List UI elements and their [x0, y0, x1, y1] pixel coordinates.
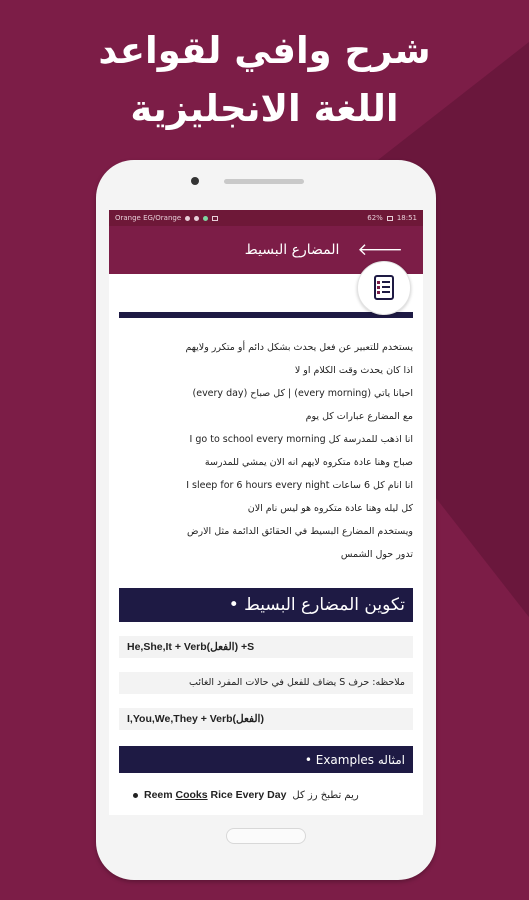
list-item	[119, 789, 413, 801]
note-text: ملاحظه: حرف S يضاف للفعل في حالات المفرد الغائب	[119, 672, 413, 694]
status-bar	[109, 210, 423, 226]
example-arabic: ريم تطبخ رز كل	[292, 789, 359, 801]
phone-frame	[96, 160, 436, 880]
section-heading-formation: تكوين المضارع البسيط •	[119, 588, 413, 622]
promo-title-line1: شرح وافي لقواعد	[98, 29, 431, 72]
promo-title-line2: اللغة الانجليزية	[130, 87, 399, 130]
arrow-left-icon[interactable]: 🡐	[357, 240, 403, 260]
formula-plural: I,You,We,They + Verb(الفعل)	[119, 708, 413, 730]
paragraph-line: اذا كان يحدث وقت الكلام او لا	[294, 365, 413, 376]
checklist-icon[interactable]	[357, 261, 411, 315]
battery-percent: 62%	[367, 214, 383, 222]
paragraph-line: مع المضارع عبارات كل يوم	[305, 411, 413, 422]
paragraph-line: ويستخدم المضارع البسيط في الحقائق الدائمة مثل الارض	[187, 526, 413, 537]
paragraph-line: يستخدم للتعبير عن فعل يحدث بشكل دائم أو متكرر ولايهم	[185, 342, 413, 353]
phone-speaker	[224, 179, 304, 184]
download-icon	[212, 216, 218, 221]
phone-screen	[109, 210, 423, 815]
notification-icon	[194, 216, 199, 221]
notification-icon	[185, 216, 190, 221]
home-button[interactable]	[226, 828, 306, 844]
carrier-label: Orange EG/Orange	[115, 214, 182, 222]
lesson-content	[109, 312, 423, 801]
app-bar	[109, 226, 423, 274]
lesson-paragraph	[119, 336, 413, 566]
paragraph-line: انا انام كل 6 ساعات I sleep for 6 hours every night	[186, 480, 413, 491]
paragraph-line: احيانا ياتي (every morning) | كل صباح (every day)	[192, 388, 413, 399]
bullet-icon	[133, 793, 138, 798]
paragraph-line: كل ليله وهنا عادة متكروه هو ليس نام الان	[247, 503, 413, 514]
clock: 18:51	[396, 214, 417, 222]
notification-icon	[203, 216, 208, 221]
section-divider	[119, 312, 413, 318]
section-heading-examples: امثاله Examples •	[119, 746, 413, 773]
battery-icon	[387, 216, 393, 221]
paragraph-line: صباح وهنا عادة متكروه لايهم انه الان يمشي للمدرسة	[204, 457, 413, 468]
formula-singular: He,She,It + Verb(الفعل) +S	[119, 636, 413, 658]
paragraph-line: تدور حول الشمس	[340, 549, 413, 560]
paragraph-line: انا اذهب للمدرسة كل I go to school every morning	[189, 434, 413, 445]
phone-camera	[191, 177, 199, 185]
promo-title	[0, 22, 529, 138]
page-title: المضارع البسيط	[244, 242, 340, 258]
example-english: Reem Cooks Rice Every Day	[144, 789, 287, 801]
